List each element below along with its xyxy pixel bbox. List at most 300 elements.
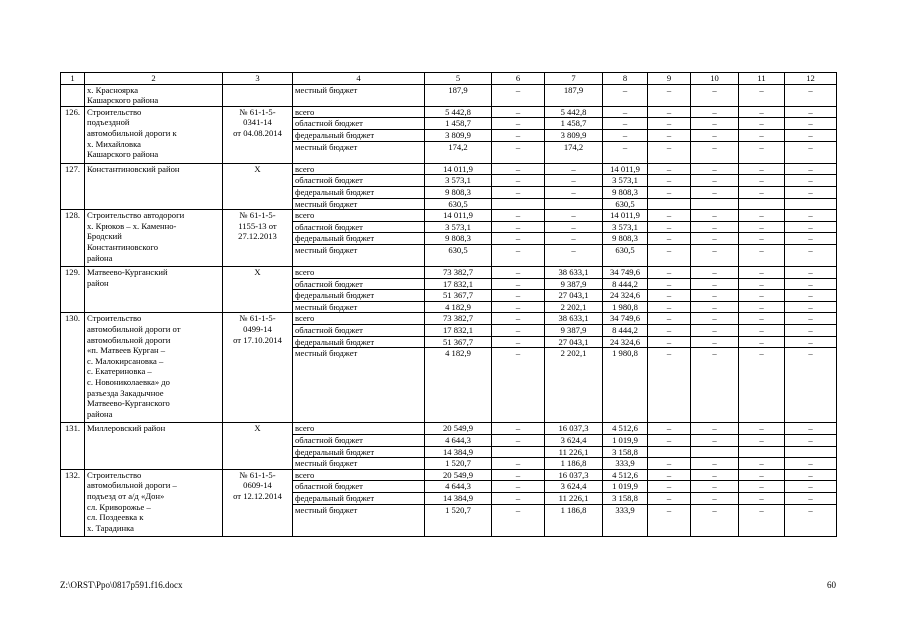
- column-header: 12: [785, 73, 837, 85]
- amount-cell: 3 573,1: [425, 221, 492, 233]
- amount-cell: 14 011,9: [603, 163, 648, 175]
- amount-cell: 4 644,3: [425, 435, 492, 447]
- item-number: [61, 84, 85, 106]
- amount-cell: 1 019,9: [603, 481, 648, 493]
- amount-cell: –: [603, 141, 648, 163]
- item-number: 129.: [61, 267, 85, 313]
- funding-source: всего: [293, 267, 425, 279]
- amount-cell: –: [739, 481, 785, 493]
- amount-cell: 24 324,6: [603, 290, 648, 302]
- amount-cell: 8 444,2: [603, 278, 648, 290]
- object-name-line: х. Тарадинка: [87, 522, 134, 533]
- amount-cell: 187,9: [425, 84, 492, 106]
- amount-cell: –: [492, 118, 545, 130]
- amount-cell: –: [648, 423, 691, 435]
- amount-cell: 3 573,1: [603, 221, 648, 233]
- amount-cell: 14 011,9: [425, 163, 492, 175]
- amount-cell: –: [545, 210, 603, 222]
- amount-cell: –: [648, 163, 691, 175]
- amount-cell: 1 980,8: [603, 348, 648, 423]
- amount-cell: –: [545, 163, 603, 175]
- funding-source: федеральный бюджет: [293, 129, 425, 141]
- amount-cell: –: [648, 278, 691, 290]
- item-number: 131.: [61, 423, 85, 469]
- amount-cell: –: [492, 186, 545, 198]
- amount-cell: 3 809,9: [425, 129, 492, 141]
- amount-cell: –: [603, 129, 648, 141]
- item-number: 132.: [61, 469, 85, 537]
- amount-cell: –: [739, 175, 785, 187]
- amount-cell: –: [492, 233, 545, 245]
- amount-cell: –: [492, 84, 545, 106]
- amount-cell: –: [739, 278, 785, 290]
- amount-cell: –: [492, 458, 545, 470]
- object-name-line: разъезда Закадычное: [87, 387, 164, 398]
- funding-source: областной бюджет: [293, 481, 425, 493]
- amount-cell: –: [648, 504, 691, 537]
- object-name-line: Матвеево-Курганского: [87, 398, 170, 409]
- amount-cell: –: [785, 129, 837, 141]
- object-name-line: сл. Поздеевка к: [87, 512, 144, 523]
- amount-cell: –: [492, 481, 545, 493]
- funding-source: местный бюджет: [293, 504, 425, 537]
- object-name: [85, 469, 223, 537]
- amount-cell: [648, 198, 691, 210]
- funding-source: федеральный бюджет: [293, 290, 425, 302]
- column-header: 7: [545, 73, 603, 85]
- object-name-line: район: [87, 277, 109, 288]
- amount-cell: –: [691, 267, 739, 279]
- table-row: [61, 313, 837, 325]
- amount-cell: 187,9: [545, 84, 603, 106]
- amount-cell: [545, 198, 603, 210]
- object-name-line: подъезд от а/д «Дон»: [87, 491, 165, 501]
- funding-source: областной бюджет: [293, 325, 425, 337]
- table-row: [61, 84, 837, 106]
- funding-source: федеральный бюджет: [293, 493, 425, 505]
- amount-cell: 16 037,3: [545, 423, 603, 435]
- amount-cell: –: [785, 504, 837, 537]
- object-name-line: автомобильной дороги: [87, 334, 171, 345]
- document-number: [223, 267, 293, 313]
- object-name-line: сл. Криворожье –: [87, 501, 151, 512]
- amount-cell: 4 182,9: [425, 301, 492, 313]
- funding-source: всего: [293, 106, 425, 118]
- amount-cell: –: [739, 458, 785, 470]
- amount-cell: 17 832,1: [425, 325, 492, 337]
- amount-cell: 333,9: [603, 458, 648, 470]
- amount-cell: 14 011,9: [425, 210, 492, 222]
- amount-cell: –: [603, 118, 648, 130]
- table-row: [61, 423, 837, 435]
- object-name-line: Константиновский район: [87, 163, 180, 174]
- amount-cell: –: [648, 336, 691, 348]
- amount-cell: 3 158,8: [603, 446, 648, 458]
- amount-cell: –: [492, 493, 545, 505]
- amount-cell: –: [492, 221, 545, 233]
- amount-cell: –: [785, 458, 837, 470]
- funding-source: всего: [293, 423, 425, 435]
- amount-cell: –: [785, 233, 837, 245]
- column-header: 6: [492, 73, 545, 85]
- column-header: 11: [739, 73, 785, 85]
- amount-cell: –: [739, 244, 785, 266]
- amount-cell: –: [691, 313, 739, 325]
- funding-source: местный бюджет: [293, 84, 425, 106]
- amount-cell: 73 382,7: [425, 267, 492, 279]
- amount-cell: 333,9: [603, 504, 648, 537]
- amount-cell: –: [785, 435, 837, 447]
- document-number-line: 27.12.2013: [238, 231, 277, 242]
- document-number-line: от 12.12.2014: [233, 491, 282, 501]
- object-name-line: с. Екатериновка –: [87, 366, 152, 377]
- amount-cell: 1 520,7: [425, 458, 492, 470]
- amount-cell: –: [545, 233, 603, 245]
- column-header: 4: [293, 73, 425, 85]
- object-name-line: Кашарского района: [87, 149, 159, 160]
- funding-source: местный бюджет: [293, 198, 425, 210]
- amount-cell: –: [492, 129, 545, 141]
- object-name-line: «п. Матвеев Курган –: [87, 345, 166, 356]
- funding-source: областной бюджет: [293, 118, 425, 130]
- object-name-line: х. Крюков – х. Каменно-: [87, 220, 177, 231]
- object-name-line: района: [87, 252, 113, 263]
- object-name-line: х. Михайловка: [87, 138, 141, 149]
- amount-cell: –: [739, 301, 785, 313]
- document-number-line: от 17.10.2014: [233, 334, 282, 345]
- amount-cell: –: [785, 290, 837, 302]
- amount-cell: 20 549,9: [425, 423, 492, 435]
- amount-cell: 11 226,1: [545, 446, 603, 458]
- funding-source: федеральный бюджет: [293, 446, 425, 458]
- amount-cell: –: [648, 458, 691, 470]
- object-name: [85, 163, 223, 209]
- amount-cell: –: [603, 84, 648, 106]
- amount-cell: 174,2: [545, 141, 603, 163]
- table-row: [61, 163, 837, 175]
- funding-source: всего: [293, 469, 425, 481]
- amount-cell: –: [648, 186, 691, 198]
- amount-cell: 1 186,8: [545, 458, 603, 470]
- amount-cell: 16 037,3: [545, 469, 603, 481]
- amount-cell: 5 442,8: [425, 106, 492, 118]
- funding-source: областной бюджет: [293, 278, 425, 290]
- funding-source: федеральный бюджет: [293, 233, 425, 245]
- funding-source: всего: [293, 210, 425, 222]
- table-row: [61, 267, 837, 279]
- amount-cell: 51 367,7: [425, 336, 492, 348]
- amount-cell: 8 444,2: [603, 325, 648, 337]
- document-number-line: Х: [254, 423, 261, 434]
- amount-cell: 34 749,6: [603, 313, 648, 325]
- amount-cell: –: [492, 210, 545, 222]
- funding-source: областной бюджет: [293, 435, 425, 447]
- object-name: [85, 106, 223, 163]
- amount-cell: –: [492, 278, 545, 290]
- amount-cell: 14 011,9: [603, 210, 648, 222]
- amount-cell: –: [648, 469, 691, 481]
- amount-cell: –: [785, 84, 837, 106]
- amount-cell: –: [739, 106, 785, 118]
- amount-cell: 630,5: [425, 244, 492, 266]
- amount-cell: 2 202,1: [545, 301, 603, 313]
- amount-cell: –: [739, 469, 785, 481]
- amount-cell: –: [739, 493, 785, 505]
- amount-cell: [648, 446, 691, 458]
- amount-cell: –: [739, 423, 785, 435]
- amount-cell: –: [785, 325, 837, 337]
- document-number-line: Х: [254, 163, 261, 174]
- amount-cell: –: [492, 244, 545, 266]
- amount-cell: –: [691, 458, 739, 470]
- amount-cell: –: [648, 221, 691, 233]
- document-number: [223, 313, 293, 423]
- amount-cell: –: [691, 481, 739, 493]
- document-number-line: 0499-14: [243, 324, 272, 335]
- amount-cell: –: [739, 118, 785, 130]
- document-number-line: № 61-1-5-: [239, 313, 276, 324]
- amount-cell: –: [785, 469, 837, 481]
- amount-cell: –: [739, 435, 785, 447]
- amount-cell: 17 832,1: [425, 278, 492, 290]
- object-name-line: автомобильной дороги к: [87, 127, 177, 138]
- amount-cell: 24 324,6: [603, 336, 648, 348]
- funding-source: местный бюджет: [293, 348, 425, 423]
- amount-cell: –: [691, 504, 739, 537]
- object-name-line: Строительство: [87, 106, 142, 117]
- amount-cell: 4 644,3: [425, 481, 492, 493]
- amount-cell: 4 182,9: [425, 348, 492, 423]
- object-name: [85, 267, 223, 313]
- amount-cell: –: [492, 175, 545, 187]
- amount-cell: –: [691, 186, 739, 198]
- amount-cell: –: [545, 186, 603, 198]
- amount-cell: –: [739, 84, 785, 106]
- amount-cell: –: [691, 493, 739, 505]
- amount-cell: –: [492, 290, 545, 302]
- object-name: [85, 313, 223, 423]
- amount-cell: –: [691, 244, 739, 266]
- document-number: [223, 163, 293, 209]
- object-name-line: автомобильной дороги от: [87, 324, 181, 335]
- funding-source: областной бюджет: [293, 175, 425, 187]
- document-number-line: от 04.08.2014: [233, 127, 282, 138]
- amount-cell: 3 573,1: [425, 175, 492, 187]
- footer-file-path: Z:\ORST\Ppo\0817p591.f16.docx: [60, 580, 183, 590]
- amount-cell: –: [691, 210, 739, 222]
- object-name-line: с. Новониколаевка» до: [87, 377, 170, 388]
- amount-cell: 11 226,1: [545, 493, 603, 505]
- amount-cell: –: [785, 301, 837, 313]
- object-name-line: Строительство автодороги: [87, 210, 185, 221]
- amount-cell: 3 573,1: [603, 175, 648, 187]
- table-body: [61, 73, 837, 537]
- amount-cell: –: [648, 106, 691, 118]
- amount-cell: –: [492, 348, 545, 423]
- amount-cell: –: [691, 163, 739, 175]
- amount-cell: –: [648, 493, 691, 505]
- object-name-line: Строительство: [87, 313, 142, 324]
- amount-cell: 3 158,8: [603, 493, 648, 505]
- object-name: [85, 423, 223, 469]
- amount-cell: –: [691, 84, 739, 106]
- amount-cell: 630,5: [603, 244, 648, 266]
- amount-cell: –: [785, 210, 837, 222]
- amount-cell: 1 186,8: [545, 504, 603, 537]
- funding-source: федеральный бюджет: [293, 186, 425, 198]
- funding-source: всего: [293, 163, 425, 175]
- amount-cell: 9 808,3: [425, 186, 492, 198]
- amount-cell: –: [739, 313, 785, 325]
- document-number-line: Х: [254, 267, 261, 278]
- amount-cell: –: [691, 233, 739, 245]
- funding-source: местный бюджет: [293, 458, 425, 470]
- amount-cell: –: [739, 290, 785, 302]
- amount-cell: –: [545, 244, 603, 266]
- document-number-line: 0341-14: [243, 117, 272, 128]
- amount-cell: –: [648, 244, 691, 266]
- funding-source: федеральный бюджет: [293, 336, 425, 348]
- amount-cell: –: [648, 210, 691, 222]
- amount-cell: 4 512,6: [603, 469, 648, 481]
- amount-cell: –: [648, 435, 691, 447]
- item-number: 126.: [61, 106, 85, 163]
- column-header: 2: [85, 73, 223, 85]
- amount-cell: 27 043,1: [545, 336, 603, 348]
- amount-cell: –: [739, 210, 785, 222]
- amount-cell: –: [785, 267, 837, 279]
- amount-cell: 3 624,4: [545, 481, 603, 493]
- amount-cell: –: [492, 423, 545, 435]
- amount-cell: –: [785, 313, 837, 325]
- object-name-line: Кашарского района: [87, 95, 159, 106]
- amount-cell: –: [648, 348, 691, 423]
- amount-cell: 14 384,9: [425, 446, 492, 458]
- amount-cell: –: [648, 267, 691, 279]
- amount-cell: 34 749,6: [603, 267, 648, 279]
- amount-cell: 4 512,6: [603, 423, 648, 435]
- amount-cell: –: [739, 348, 785, 423]
- object-name-line: х. Красноярка: [87, 84, 139, 95]
- amount-cell: –: [648, 141, 691, 163]
- amount-cell: [691, 446, 739, 458]
- amount-cell: –: [492, 106, 545, 118]
- amount-cell: –: [785, 481, 837, 493]
- amount-cell: 2 202,1: [545, 348, 603, 423]
- amount-cell: –: [648, 84, 691, 106]
- amount-cell: 3 624,4: [545, 435, 603, 447]
- column-header: 10: [691, 73, 739, 85]
- amount-cell: 174,2: [425, 141, 492, 163]
- amount-cell: 630,5: [425, 198, 492, 210]
- amount-cell: 9 387,9: [545, 278, 603, 290]
- amount-cell: –: [785, 106, 837, 118]
- object-name-line: подъездной: [87, 117, 130, 128]
- amount-cell: –: [691, 106, 739, 118]
- amount-cell: [785, 446, 837, 458]
- amount-cell: –: [739, 221, 785, 233]
- amount-cell: –: [785, 336, 837, 348]
- item-number: 127.: [61, 163, 85, 209]
- amount-cell: –: [603, 106, 648, 118]
- amount-cell: –: [691, 336, 739, 348]
- amount-cell: –: [785, 493, 837, 505]
- document-number: [223, 106, 293, 163]
- amount-cell: 9 808,3: [425, 233, 492, 245]
- amount-cell: –: [648, 129, 691, 141]
- funding-source: местный бюджет: [293, 301, 425, 313]
- column-header: 3: [223, 73, 293, 85]
- column-header: 1: [61, 73, 85, 85]
- amount-cell: –: [648, 118, 691, 130]
- object-name-line: Миллеровский район: [87, 423, 166, 434]
- object-name-line: Бродский: [87, 231, 122, 242]
- document-number: [223, 469, 293, 537]
- item-number: 128.: [61, 210, 85, 267]
- amount-cell: 1 520,7: [425, 504, 492, 537]
- amount-cell: –: [785, 163, 837, 175]
- amount-cell: –: [785, 221, 837, 233]
- table-row: [61, 469, 837, 481]
- amount-cell: 1 458,7: [545, 118, 603, 130]
- amount-cell: –: [545, 175, 603, 187]
- amount-cell: –: [648, 290, 691, 302]
- amount-cell: [691, 198, 739, 210]
- column-number-row: [61, 73, 837, 85]
- amount-cell: [492, 198, 545, 210]
- amount-cell: –: [648, 301, 691, 313]
- amount-cell: –: [492, 469, 545, 481]
- amount-cell: –: [739, 141, 785, 163]
- amount-cell: 630,5: [603, 198, 648, 210]
- amount-cell: 73 382,7: [425, 313, 492, 325]
- amount-cell: –: [785, 186, 837, 198]
- amount-cell: –: [739, 504, 785, 537]
- amount-cell: –: [691, 118, 739, 130]
- column-header: 8: [603, 73, 648, 85]
- funding-source: местный бюджет: [293, 141, 425, 163]
- amount-cell: –: [545, 221, 603, 233]
- amount-cell: 38 633,1: [545, 313, 603, 325]
- amount-cell: 3 809,9: [545, 129, 603, 141]
- amount-cell: 14 384,9: [425, 493, 492, 505]
- amount-cell: –: [785, 423, 837, 435]
- amount-cell: –: [691, 129, 739, 141]
- amount-cell: –: [492, 336, 545, 348]
- table-row: [61, 210, 837, 222]
- object-name-line: автомобильной дороги –: [87, 480, 177, 491]
- amount-cell: [785, 198, 837, 210]
- amount-cell: –: [785, 278, 837, 290]
- document-number-line: № 61-1-5-: [239, 106, 276, 117]
- funding-source: местный бюджет: [293, 244, 425, 266]
- amount-cell: –: [739, 267, 785, 279]
- amount-cell: –: [492, 163, 545, 175]
- amount-cell: –: [492, 313, 545, 325]
- amount-cell: –: [492, 141, 545, 163]
- amount-cell: –: [739, 233, 785, 245]
- amount-cell: 9 808,3: [603, 186, 648, 198]
- amount-cell: –: [785, 175, 837, 187]
- column-header: 9: [648, 73, 691, 85]
- amount-cell: –: [691, 278, 739, 290]
- amount-cell: –: [691, 175, 739, 187]
- amount-cell: –: [691, 141, 739, 163]
- amount-cell: –: [785, 141, 837, 163]
- amount-cell: –: [785, 348, 837, 423]
- amount-cell: –: [691, 290, 739, 302]
- amount-cell: –: [691, 423, 739, 435]
